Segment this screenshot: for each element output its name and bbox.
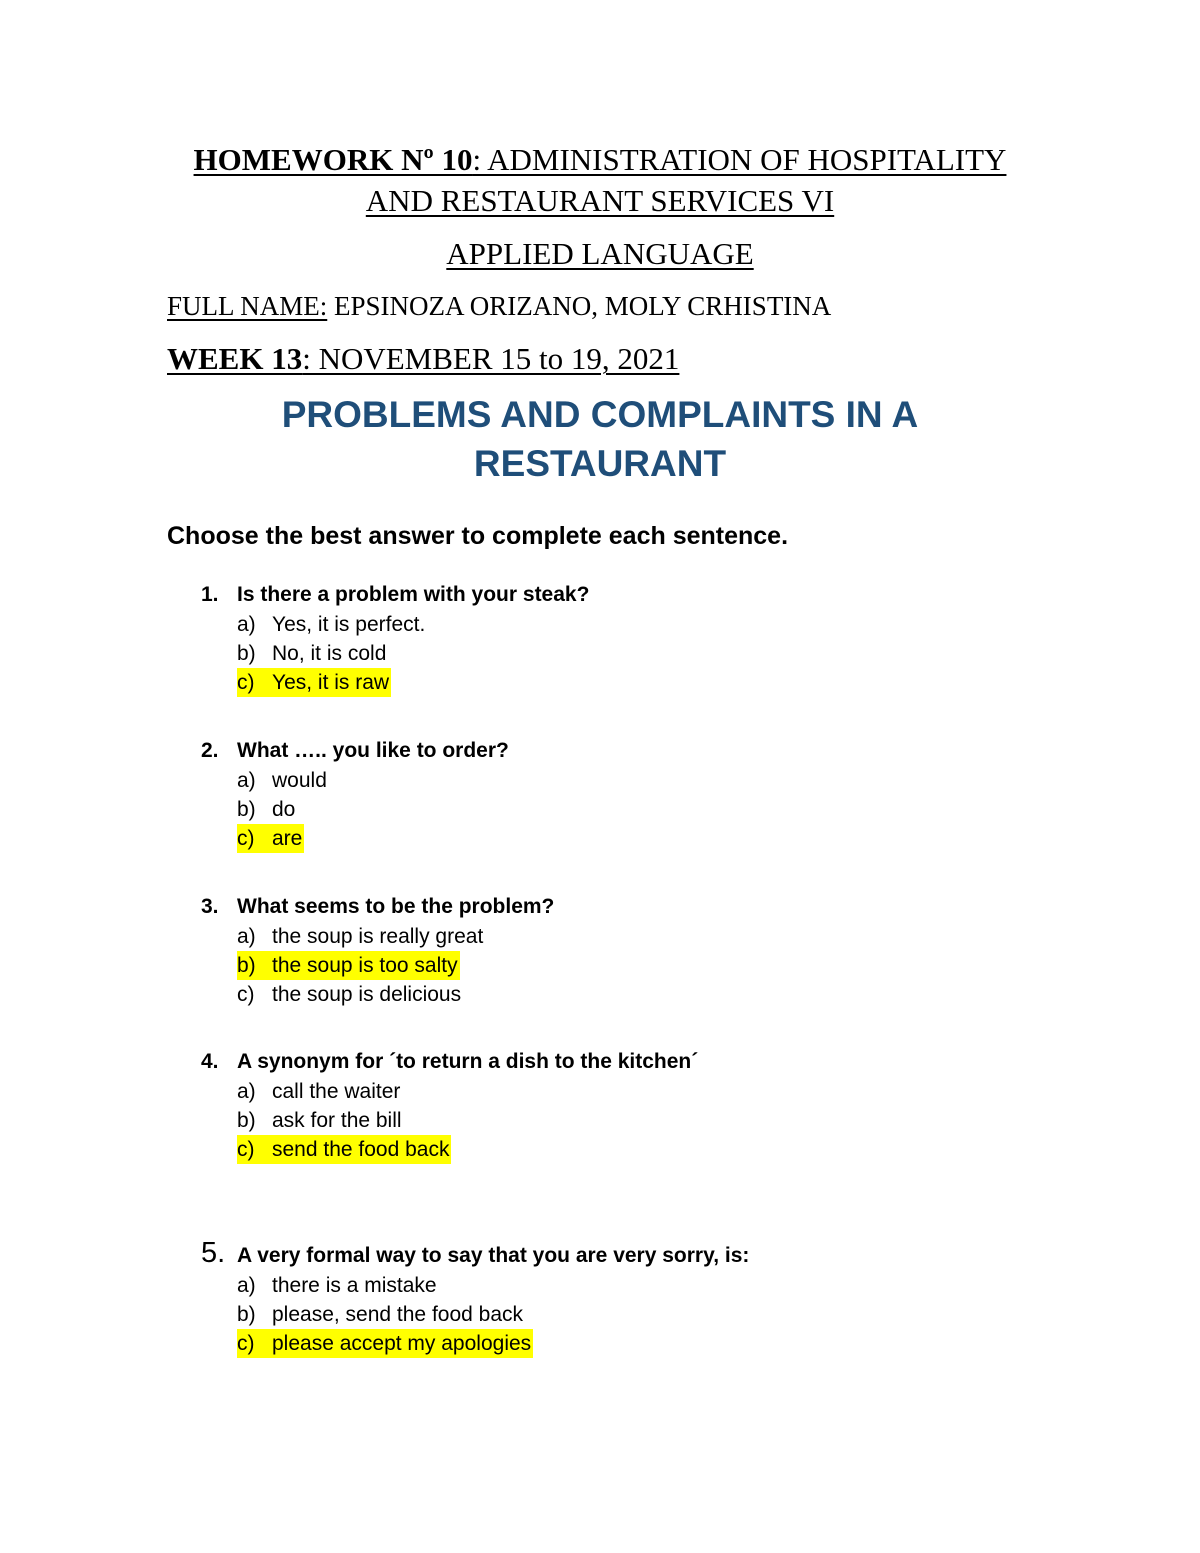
question-number: 2. bbox=[201, 739, 219, 762]
question-4-option-c[interactable] bbox=[237, 1135, 451, 1164]
question-text: A synonym for ´to return a dish to the kitchen´ bbox=[237, 1050, 699, 1073]
option-text: the soup is delicious bbox=[272, 983, 462, 1006]
full-name-value: EPSINOZA ORIZANO, MOLY CRHISTINA bbox=[327, 291, 832, 321]
question-5 bbox=[201, 1237, 750, 1269]
question-number: 4. bbox=[201, 1050, 219, 1073]
option-letter: c) bbox=[237, 983, 255, 1006]
question-2 bbox=[201, 738, 509, 764]
question-text: A very formal way to say that you are very sorry, is: bbox=[237, 1244, 750, 1267]
option-text: are bbox=[272, 827, 303, 850]
option-text: there is a mistake bbox=[272, 1274, 437, 1297]
question-number: 1. bbox=[201, 583, 219, 606]
full-name-line bbox=[167, 290, 831, 322]
option-letter: c) bbox=[237, 827, 255, 850]
option-letter: b) bbox=[237, 798, 256, 821]
option-text: Yes, it is raw bbox=[272, 671, 390, 694]
option-text: please, send the food back bbox=[272, 1303, 524, 1326]
subject-title: APPLIED LANGUAGE bbox=[446, 236, 754, 271]
question-5-option-a[interactable] bbox=[237, 1271, 437, 1300]
question-3-option-c[interactable] bbox=[237, 980, 461, 1009]
question-1-option-c[interactable] bbox=[237, 668, 391, 697]
question-5-option-b[interactable] bbox=[237, 1300, 523, 1329]
question-2-option-a[interactable] bbox=[237, 766, 327, 795]
question-1 bbox=[201, 582, 589, 608]
option-text: Yes, it is perfect. bbox=[272, 613, 426, 636]
question-1-option-b[interactable] bbox=[237, 639, 386, 668]
option-letter: c) bbox=[237, 1138, 255, 1161]
question-text: What seems to be the problem? bbox=[237, 895, 555, 918]
homework-title-line-2: AND RESTAURANT SERVICES VI bbox=[365, 183, 835, 218]
option-text: send the food back bbox=[272, 1138, 450, 1161]
question-number: 3. bbox=[201, 895, 219, 918]
option-letter: a) bbox=[237, 925, 256, 948]
full-name-label: FULL NAME: bbox=[167, 291, 328, 321]
option-letter: a) bbox=[237, 613, 256, 636]
question-text: What ….. you like to order? bbox=[237, 739, 509, 762]
question-4 bbox=[201, 1049, 698, 1075]
question-number: 5. bbox=[201, 1237, 226, 1269]
week-label: WEEK 13 bbox=[167, 341, 303, 376]
question-3-option-b[interactable] bbox=[237, 951, 460, 980]
option-letter: b) bbox=[237, 1109, 256, 1132]
option-text: would bbox=[272, 769, 327, 792]
question-1-option-a[interactable] bbox=[237, 610, 425, 639]
question-text: Is there a problem with your steak? bbox=[237, 583, 590, 606]
option-letter: b) bbox=[237, 642, 256, 665]
option-letter: a) bbox=[237, 1274, 256, 1297]
homework-number: HOMEWORK Nº 10 bbox=[193, 142, 473, 177]
option-letter: c) bbox=[237, 671, 255, 694]
question-2-option-c[interactable] bbox=[237, 824, 304, 853]
option-text: please accept my apologies bbox=[272, 1332, 532, 1355]
week-dates: : NOVEMBER 15 to 19, 2021 bbox=[302, 341, 680, 376]
option-letter: b) bbox=[237, 1303, 256, 1326]
question-4-option-b[interactable] bbox=[237, 1106, 402, 1135]
question-3 bbox=[201, 894, 554, 920]
instruction-text: Choose the best answer to complete each sentence. bbox=[167, 522, 789, 550]
page-title-line-1: PROBLEMS AND COMPLAINTS IN A bbox=[281, 394, 919, 435]
homework-title-line-1 bbox=[0, 142, 1200, 178]
question-2-option-b[interactable] bbox=[237, 795, 295, 824]
option-letter: a) bbox=[237, 769, 256, 792]
option-letter: a) bbox=[237, 1080, 256, 1103]
question-4-option-a[interactable] bbox=[237, 1077, 400, 1106]
question-5-option-c[interactable] bbox=[237, 1329, 533, 1358]
week-line bbox=[167, 341, 679, 377]
option-letter: c) bbox=[237, 1332, 255, 1355]
option-text: ask for the bill bbox=[272, 1109, 402, 1132]
option-text: the soup is too salty bbox=[272, 954, 458, 977]
option-text: do bbox=[272, 798, 296, 821]
homework-course: : ADMINISTRATION OF HOSPITALITY bbox=[472, 142, 1007, 177]
option-letter: b) bbox=[237, 954, 256, 977]
option-text: call the waiter bbox=[272, 1080, 401, 1103]
option-text: No, it is cold bbox=[272, 642, 387, 665]
question-3-option-a[interactable] bbox=[237, 922, 483, 951]
page-title-line-2: RESTAURANT bbox=[473, 443, 727, 484]
option-text: the soup is really great bbox=[272, 925, 484, 948]
